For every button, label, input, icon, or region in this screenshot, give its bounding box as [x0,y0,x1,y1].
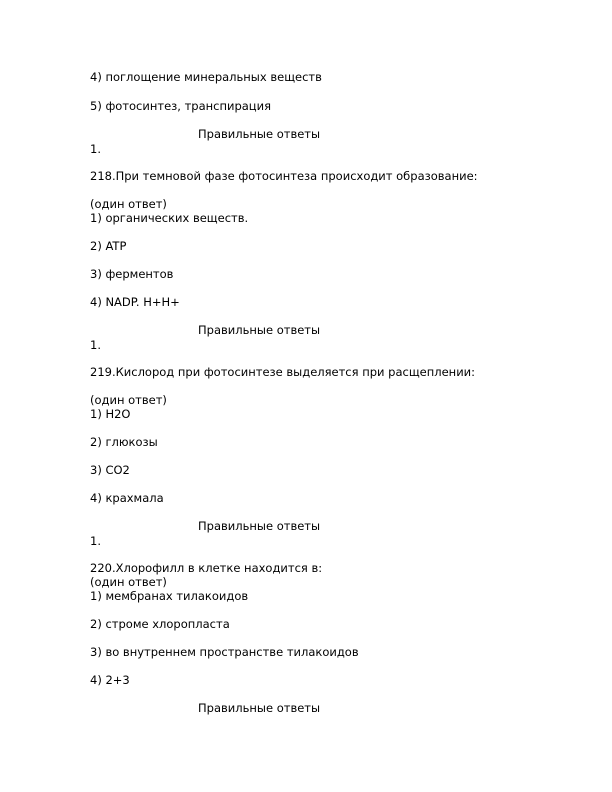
option-1: 1) органических веществ. [90,211,249,225]
option-5: 5) фотосинтез, транспирация [90,99,272,113]
answer-value: 1. [90,534,101,548]
question-text: 218.При темновой фазе фотосинтеза происходит образование: [90,169,478,183]
answers-heading: Правильные ответы [198,127,321,141]
option-3: 3) во внутреннем пространстве тилакоидов [90,645,359,659]
option-4: 4) крахмала [90,491,164,505]
option-4: 4) поглощение минеральных веществ [90,70,322,84]
answers-heading: Правильные ответы [198,701,321,715]
question-text: 219.Кислород при фотосинтезе выделяется при расщеплении: [90,365,476,379]
question-text: 220.Хлорофилл в клетке находится в: [90,561,323,575]
answer-value: 1. [90,338,101,352]
option-4: 4) NADP. H+H+ [90,295,180,309]
answers-heading: Правильные ответы [198,323,321,337]
option-2: 2) строме хлоропласта [90,617,230,631]
question-type: (один ответ) [90,575,167,589]
option-3: 3) CO2 [90,463,130,477]
answer-value: 1. [90,142,101,156]
option-2: 2) глюкозы [90,435,158,449]
question-type: (один ответ) [90,197,167,211]
question-type: (один ответ) [90,393,167,407]
option-1: 1) H2O [90,407,131,421]
option-2: 2) ATP [90,239,127,253]
answers-heading: Правильные ответы [198,519,321,533]
option-4: 4) 2+3 [90,673,130,687]
option-1: 1) мембранах тилакоидов [90,589,249,603]
option-3: 3) ферментов [90,267,174,281]
